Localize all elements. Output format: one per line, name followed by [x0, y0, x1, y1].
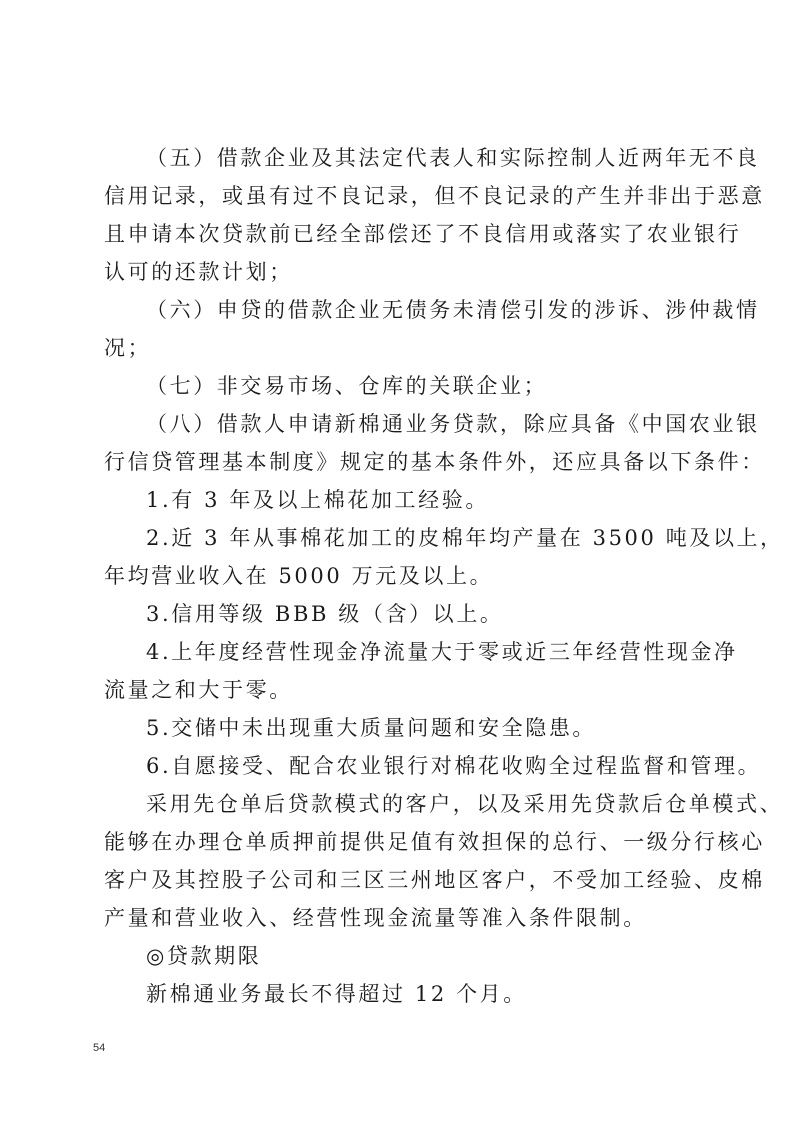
paragraph-8-line-2: 行信贷管理基本制度》规定的基本条件外，还应具备以下条件：: [104, 450, 765, 474]
exemption-line-2: 能够在办理仓单质押前提供足值有效担保的总行、一级分行核心: [104, 830, 765, 854]
condition-5: 5.交储中未出现重大质量问题和安全隐患。: [146, 716, 597, 740]
paragraph-6-line-2: 况；: [104, 336, 152, 360]
page-number: 54: [93, 1042, 106, 1054]
paragraph-5-line-2: 信用记录，或虽有过不良记录，但不良记录的产生并非出于恶意: [104, 184, 765, 208]
condition-4-line-1: 4.上年度经营性现金净流量大于零或近三年经营性现金净: [146, 640, 738, 664]
condition-6: 6.自愿接受、配合农业银行对棉花收购全过程监督和管理。: [146, 754, 762, 778]
condition-2-line-2: 年均营业收入在 5000 万元及以上。: [104, 564, 494, 588]
paragraph-5-line-3: 且申请本次贷款前已经全部偿还了不良信用或落实了农业银行: [104, 222, 742, 246]
paragraph-5-line-1: （五）借款企业及其法定代表人和实际控制人近两年无不良: [146, 146, 760, 170]
paragraph-5-line-4: 认可的还款计划；: [104, 260, 293, 284]
section-heading-loan-term: ◎贷款期限: [146, 944, 262, 968]
condition-4-line-2: 流量之和大于零。: [104, 678, 293, 702]
paragraph-7: （七）非交易市场、仓库的关联企业；: [146, 374, 548, 398]
exemption-line-3: 客户及其控股子公司和三区三州地区客户，不受加工经验、皮棉: [104, 868, 765, 892]
paragraph-6-line-1: （六）申贷的借款企业无债务未清偿引发的涉诉、涉仲裁情: [146, 298, 760, 322]
exemption-line-1: 采用先仓单后贷款模式的客户，以及采用先贷款后仓单模式、: [146, 792, 784, 816]
loan-term-text: 新棉通业务最长不得超过 12 个月。: [146, 982, 527, 1006]
exemption-line-4: 产量和营业收入、经营性现金流量等准入条件限制。: [104, 906, 647, 930]
condition-1: 1.有 3 年及以上棉花加工经验。: [146, 488, 489, 512]
paragraph-8-line-1: （八）借款人申请新棉通业务贷款，除应具备《中国农业银: [146, 412, 760, 436]
condition-2-line-1: 2.近 3 年从事棉花加工的皮棉年均产量在 3500 吨及以上，: [146, 526, 784, 550]
condition-3: 3.信用等级 BBB 级（含）以上。: [146, 602, 504, 626]
